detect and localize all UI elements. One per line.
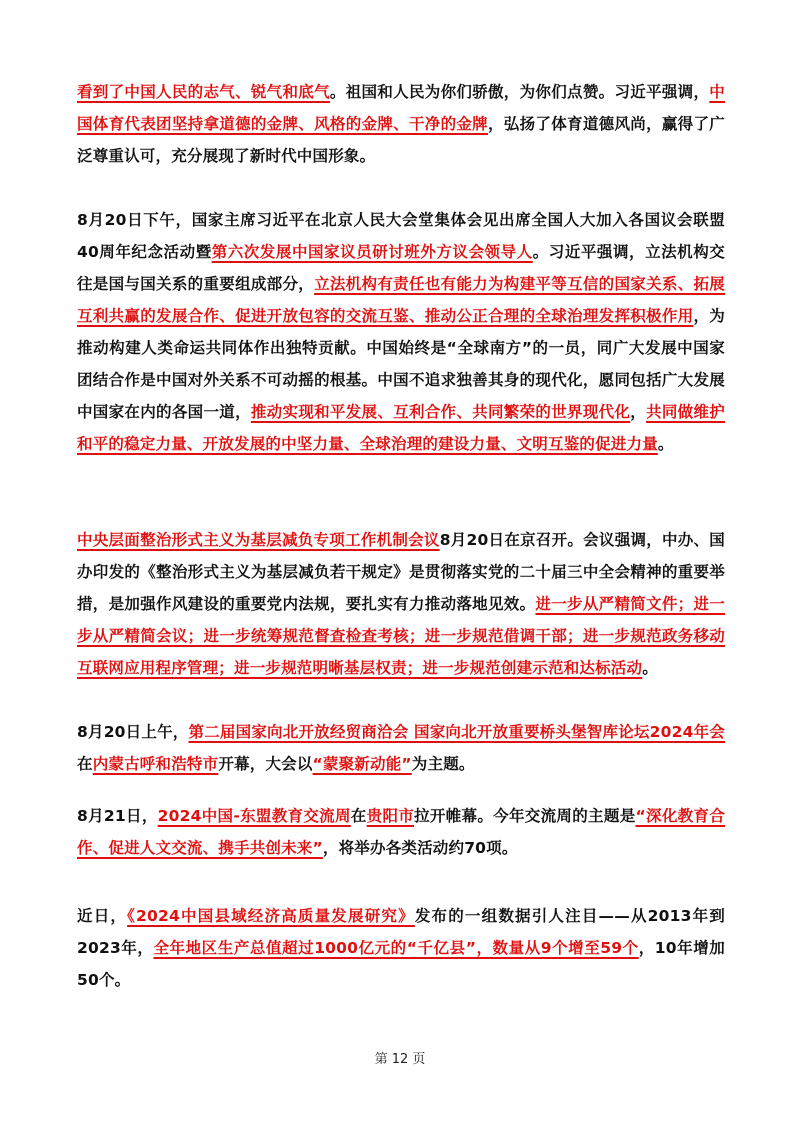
- paragraph-northward-opening: [77, 716, 725, 780]
- highlighted-text: 第二届国家向北开放经贸商洽会 国家向北开放重要桥头堡智库论坛2024年会: [188, 723, 725, 741]
- body-text: 近日，: [77, 907, 128, 925]
- body-text: 。习近平强调，立法机构交往是国与国关系的重要组成部分，: [77, 243, 725, 293]
- body-text: ，10年增加50个。: [77, 939, 725, 989]
- body-text: 发布的一组数据引人注目——从2013年到2023年，: [77, 907, 725, 957]
- highlighted-text: 第六次发展中国家议员研讨班外方议会领导人: [211, 243, 533, 261]
- paragraph-athletes: [77, 76, 725, 172]
- body-text: 8月20日上午，: [77, 723, 189, 741]
- paragraph-county-economy: [77, 900, 725, 996]
- body-text: 。: [642, 659, 658, 677]
- body-text: 为主题。: [411, 755, 475, 773]
- page-number: 第 12 页: [374, 1052, 426, 1067]
- highlighted-text: 共同做维护和平的稳定力量、开放发展的中坚力量、全球治理的建设力量、文明互鉴的促进力量: [77, 403, 725, 453]
- highlighted-text: 全年地区生产总值超过1000亿元的“千亿县”，数量从9个增至59个: [153, 939, 639, 957]
- body-text: ，为推动构建人类命运共同体作出独特贡献。中国始终是“全球南方”的一员，同广大发展中国家团结合作是中国对外关系不可动摇的根基。中国不追求独善其身的现代化，愿同包括广大发展中国家在内的各国一道，: [77, 307, 725, 421]
- highlighted-text: 《2024中国县域经济高质量发展研究》: [127, 907, 415, 925]
- body-text: 8月21日，: [77, 807, 158, 825]
- body-text: 。祖国和人民为你们骄傲，为你们点赞。习近平强调，: [329, 83, 710, 101]
- highlighted-text: 内蒙古呼和浩特市: [92, 755, 219, 773]
- body-text: 在: [350, 807, 367, 825]
- paragraph-formalism-meeting: [77, 524, 725, 684]
- body-text: 8月20日下午，国家主席习近平在北京人民大会堂集体会见出席全国人大加入各国议会联盟40周年纪念活动暨: [77, 211, 725, 261]
- highlighted-text: 贵阳市: [366, 807, 415, 825]
- highlighted-text: 中央层面整治形式主义为基层减负专项工作机制会议: [77, 531, 440, 549]
- highlighted-text: 进一步从严精简文件；进一步从严精简会议；进一步统筹规范督查检查考核；进一步规范借调干部；进一步规范政务移动互联网应用程序管理；进一步规范明晰基层权责；进一步规范创建示范和达标活动: [77, 595, 725, 677]
- paragraph-asean-education: [77, 800, 725, 864]
- body-text: ，: [630, 403, 647, 421]
- highlighted-text: 立法机构有责任也有能力为构建平等互信的国家关系、拓展互利共赢的发展合作、促进开放包容的交流互鉴、推动公正合理的全球治理发挥积极作用: [77, 275, 725, 325]
- body-text: 拉开帷幕。今年交流周的主题是: [414, 807, 636, 825]
- highlighted-text: 看到了中国人民的志气、锐气和底气: [77, 83, 330, 101]
- body-text: 。: [657, 435, 674, 453]
- highlighted-text: 中国体育代表团坚持拿道德的金牌、风格的金牌、干净的金牌: [77, 83, 725, 133]
- highlighted-text: “蒙聚新动能”: [312, 755, 412, 773]
- highlighted-text: 推动实现和平发展、互利合作、共同繁荣的世界现代化: [250, 403, 631, 421]
- highlighted-text: 2024中国-东盟教育交流周: [157, 807, 351, 825]
- highlighted-text: “深化教育合作、促进人文交流、携手共创未来”: [77, 807, 725, 857]
- body-text: 在: [77, 755, 93, 773]
- body-text: ，弘扬了体育道德风尚，赢得了广泛尊重认可，充分展现了新时代中国形象。: [77, 115, 725, 165]
- body-text: 8月20日在京召开。会议强调，中办、国办印发的《整治形式主义为基层减负若干规定》是贯彻落实党的二十届三中全会精神的重要举措，是加强作风建设的重要党内法规，要扎实有力推动落地见效。: [77, 531, 726, 613]
- body-text: ，将举办各类活动约70项。: [322, 839, 518, 857]
- body-text: 开幕，大会以: [218, 755, 313, 773]
- paragraph-parliament-meeting: [77, 204, 725, 460]
